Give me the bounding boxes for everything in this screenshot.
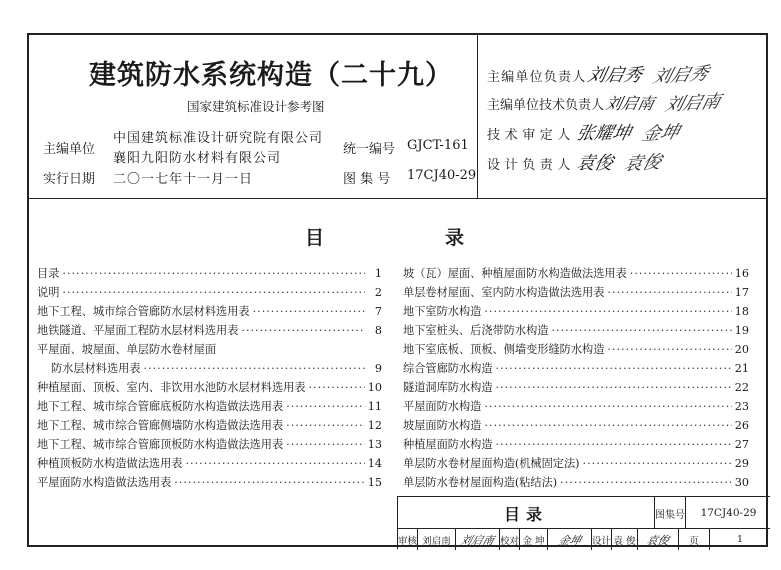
toc-item[interactable]: 说明 ····· 2 — [37, 284, 382, 303]
signature-label: 主编单位负责人 — [487, 70, 587, 85]
editor-unit-label: 主编单位 — [43, 142, 96, 157]
review-label: 审核 — [398, 529, 418, 550]
review-signature: 刘启南 — [456, 529, 500, 550]
toc-item[interactable]: 坡（瓦）屋面、种植屋面防水构造做法选用表 ····· 16 — [403, 265, 749, 284]
editor-unit-1: 中国建筑标准设计研究院有限公司 — [113, 131, 324, 146]
toc-item[interactable]: 目录 ····· 1 — [37, 265, 382, 284]
toc-item[interactable]: 种植屋面、顶板、室内、非饮用水池防水层材料选用表 ····· 10 — [37, 379, 382, 398]
signature-name: 袁俊 — [574, 153, 615, 174]
signature-row-3 — [487, 119, 682, 146]
page-label: 页 — [679, 529, 710, 550]
effective-date: 二〇一七年十一月一日 — [113, 172, 254, 187]
signature-row-4 — [487, 149, 664, 176]
toc-item[interactable]: 防水层材料选用表 ····· 9 — [37, 360, 382, 379]
signature-name: 刘启秀 — [585, 65, 645, 86]
title-block-signatures — [398, 529, 770, 550]
signature-handwritten: 刘启秀 — [650, 63, 712, 88]
title-block-top — [398, 497, 770, 529]
page-number: 1 — [736, 534, 744, 545]
toc-item[interactable]: 隧道洞库防水构造 ····· 22 — [403, 379, 749, 398]
toc-item[interactable]: 地下工程、城市综合管廊侧墙防水构造做法选用表 ····· 12 — [37, 417, 382, 436]
signature-row-1 — [487, 61, 712, 88]
title-block-set-number: 17CJ40-29 — [700, 507, 757, 519]
signature-handwritten: 袁俊 — [621, 151, 664, 176]
editor-unit-2: 襄阳九阳防水材料有限公司 — [113, 151, 282, 166]
toc-item[interactable]: 坡屋面防水构造 ····· 26 — [403, 417, 749, 436]
toc-item[interactable]: 种植顶板防水构造做法选用表 ····· 14 — [37, 455, 382, 474]
toc-heading-left: 目 — [305, 227, 325, 249]
effective-date-label: 实行日期 — [43, 172, 96, 187]
header-vertical-divider — [477, 35, 478, 198]
design-signature: 袁俊 — [638, 529, 679, 550]
toc-item[interactable]: 地下工程、城市综合管廊底板防水构造做法选用表 ····· 11 — [37, 398, 382, 417]
atlas-number: 17CJ40-29 — [407, 168, 477, 183]
check-name: 金 坤 — [520, 529, 548, 550]
toc-item[interactable]: 地下室底板、顶板、侧墙变形缝防水构造 ····· 20 — [403, 341, 749, 360]
atlas-subtitle: 国家建筑标准设计参考图 — [187, 99, 325, 114]
signature-handwritten: 金坤 — [639, 121, 682, 146]
toc-item[interactable]: 单层防水卷材屋面构造(粘结法) ····· 30 — [403, 474, 749, 493]
check-label: 校对 — [500, 529, 520, 550]
design-name: 袁 俊 — [612, 529, 638, 550]
signature-label: 技术审定人 — [487, 128, 576, 143]
signature-name: 张耀坤 — [574, 123, 633, 144]
header-divider — [29, 198, 766, 199]
design-label: 设计 — [592, 529, 612, 550]
toc-item[interactable]: 地下室防水构造 ····· 18 — [403, 303, 749, 322]
signature-label: 主编单位技术负责人 — [487, 98, 605, 113]
toc-item[interactable]: 平屋面、坡屋面、单层防水卷材屋面 — [37, 343, 217, 356]
signature-handwritten: 刘启南 — [662, 91, 723, 116]
toc-item[interactable]: 地下工程、城市综合管廊防水层材料选用表 ····· 7 — [37, 303, 382, 322]
toc-left-column — [37, 265, 382, 493]
toc-item[interactable]: 综合管廊防水构造 ····· 21 — [403, 360, 749, 379]
sheet-frame — [27, 33, 768, 547]
toc-item[interactable]: 单层卷材屋面、室内防水构造做法选用表 ····· 17 — [403, 284, 749, 303]
title-block-set-label: 图集号 — [655, 497, 686, 529]
unified-number-label: 统一编号 — [343, 142, 396, 157]
atlas-number-label: 图 集 号 — [343, 172, 391, 187]
signature-name: 刘启南 — [603, 94, 656, 113]
signature-row-2 — [487, 89, 723, 116]
check-signature: 金坤 — [548, 529, 592, 550]
toc-item[interactable]: 地下工程、城市综合管廊顶板防水构造做法选用表 ····· 13 — [37, 436, 382, 455]
toc-item[interactable]: 地下室桩头、后浇带防水构造 ····· 19 — [403, 322, 749, 341]
title-block — [397, 496, 770, 549]
toc-heading-right: 录 — [445, 227, 465, 249]
toc-item[interactable]: 地铁隧道、平屋面工程防水层材料选用表 ····· 8 — [37, 322, 382, 341]
toc-right-column — [403, 265, 749, 493]
title-block-title: 目录 — [398, 497, 655, 529]
signature-label: 设计负责人 — [487, 158, 576, 173]
toc-item[interactable]: 种植屋面防水构造 ····· 27 — [403, 436, 749, 455]
toc-item[interactable]: 平屋面防水构造 ····· 23 — [403, 398, 749, 417]
toc-item[interactable]: 平屋面防水构造做法选用表 ····· 15 — [37, 474, 382, 493]
unified-number: GJCT-161 — [407, 138, 469, 153]
review-name: 刘启南 — [418, 529, 456, 550]
toc-item[interactable]: 单层防水卷材屋面构造(机械固定法) ····· 29 — [403, 455, 749, 474]
atlas-title: 建筑防水系统构造（二十九） — [89, 60, 453, 91]
